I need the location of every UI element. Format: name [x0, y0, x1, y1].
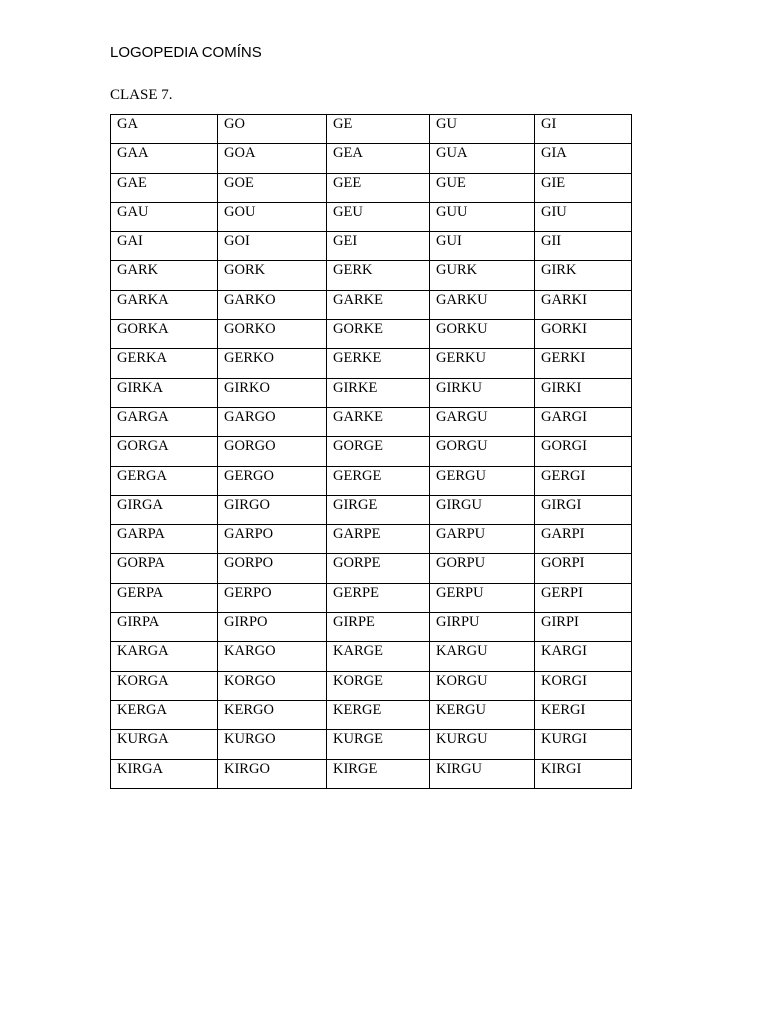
table-cell: GERPE — [327, 583, 430, 612]
table-cell: KARGI — [535, 642, 632, 671]
table-cell: GORPE — [327, 554, 430, 583]
table-cell: GERPO — [218, 583, 327, 612]
table-cell: KIRGA — [111, 759, 218, 788]
table-cell: KORGA — [111, 671, 218, 700]
table-cell: KIRGE — [327, 759, 430, 788]
table-cell: GIRPU — [430, 613, 535, 642]
table-cell: GORGI — [535, 437, 632, 466]
table-cell: GARPE — [327, 525, 430, 554]
table-cell: KARGO — [218, 642, 327, 671]
table-row — [111, 671, 632, 700]
table-cell: GIRK — [535, 261, 632, 290]
table-cell: GEE — [327, 173, 430, 202]
table-cell: GAU — [111, 202, 218, 231]
table-cell: GARGU — [430, 407, 535, 436]
table-cell: GAE — [111, 173, 218, 202]
table-cell: GARKI — [535, 290, 632, 319]
table-cell: GOU — [218, 202, 327, 231]
table-cell: GERGE — [327, 466, 430, 495]
table-row — [111, 144, 632, 173]
table-cell: GIRPO — [218, 613, 327, 642]
table-cell: GERKU — [430, 349, 535, 378]
table-cell: KORGE — [327, 671, 430, 700]
table-cell: GI — [535, 115, 632, 144]
table-cell: KORGU — [430, 671, 535, 700]
table-cell: GOI — [218, 232, 327, 261]
table-cell: GERPA — [111, 583, 218, 612]
table-cell: GEA — [327, 144, 430, 173]
table-cell: GERGA — [111, 466, 218, 495]
table-cell: KERGE — [327, 700, 430, 729]
table-cell: GERGO — [218, 466, 327, 495]
table-cell: GIRPA — [111, 613, 218, 642]
table-cell: GERKA — [111, 349, 218, 378]
table-cell: KIRGO — [218, 759, 327, 788]
table-cell: KIRGU — [430, 759, 535, 788]
table-cell: GOA — [218, 144, 327, 173]
table-cell: GU — [430, 115, 535, 144]
table-cell: KURGI — [535, 730, 632, 759]
table-cell: GIRKU — [430, 378, 535, 407]
table-cell: GORPA — [111, 554, 218, 583]
table-cell: GARPA — [111, 525, 218, 554]
table-row — [111, 700, 632, 729]
table-cell: GIRPE — [327, 613, 430, 642]
table-cell: GOE — [218, 173, 327, 202]
table-row — [111, 642, 632, 671]
table-cell: GIE — [535, 173, 632, 202]
table-cell: GA — [111, 115, 218, 144]
table-cell: GORKE — [327, 320, 430, 349]
table-cell: GARGI — [535, 407, 632, 436]
table-cell: GARKE — [327, 407, 430, 436]
table-cell: GO — [218, 115, 327, 144]
table-cell: KURGE — [327, 730, 430, 759]
table-cell: GARKU — [430, 290, 535, 319]
table-row — [111, 290, 632, 319]
table-cell: GERK — [327, 261, 430, 290]
table-cell: GORK — [218, 261, 327, 290]
table-cell: GAI — [111, 232, 218, 261]
table-cell: GORGU — [430, 437, 535, 466]
table-cell: GIRGE — [327, 495, 430, 524]
table-cell: GORPI — [535, 554, 632, 583]
table-cell: KURGO — [218, 730, 327, 759]
syllable-table-body — [111, 115, 632, 789]
table-cell: GUE — [430, 173, 535, 202]
table-cell: GIRGA — [111, 495, 218, 524]
table-cell: GAA — [111, 144, 218, 173]
table-cell: GERKE — [327, 349, 430, 378]
table-cell: GEI — [327, 232, 430, 261]
table-cell: GIA — [535, 144, 632, 173]
table-cell: GARPI — [535, 525, 632, 554]
table-cell: GEU — [327, 202, 430, 231]
table-cell: KERGO — [218, 700, 327, 729]
table-row — [111, 407, 632, 436]
table-cell: KORGO — [218, 671, 327, 700]
table-cell: GARPO — [218, 525, 327, 554]
table-cell: GE — [327, 115, 430, 144]
table-cell: GERPI — [535, 583, 632, 612]
table-row — [111, 437, 632, 466]
table-cell: KERGA — [111, 700, 218, 729]
table-cell: GUI — [430, 232, 535, 261]
table-cell: KORGI — [535, 671, 632, 700]
table-cell: GERGU — [430, 466, 535, 495]
table-cell: GORKA — [111, 320, 218, 349]
table-cell: GUA — [430, 144, 535, 173]
table-cell: GIRGU — [430, 495, 535, 524]
table-row — [111, 554, 632, 583]
table-row — [111, 378, 632, 407]
table-cell: GARPU — [430, 525, 535, 554]
table-cell: GORKI — [535, 320, 632, 349]
table-cell: GARKE — [327, 290, 430, 319]
table-cell: GIRKA — [111, 378, 218, 407]
table-cell: KERGU — [430, 700, 535, 729]
table-cell: GORKO — [218, 320, 327, 349]
table-cell: GORKU — [430, 320, 535, 349]
table-cell: GORGA — [111, 437, 218, 466]
table-cell: GORPO — [218, 554, 327, 583]
table-row — [111, 525, 632, 554]
table-row — [111, 202, 632, 231]
table-cell: GARK — [111, 261, 218, 290]
table-row — [111, 232, 632, 261]
table-cell: KARGU — [430, 642, 535, 671]
table-cell: GARKO — [218, 290, 327, 319]
table-cell: GIRKO — [218, 378, 327, 407]
table-row — [111, 613, 632, 642]
table-row — [111, 583, 632, 612]
table-row — [111, 349, 632, 378]
table-cell: KARGA — [111, 642, 218, 671]
table-cell: KARGE — [327, 642, 430, 671]
table-row — [111, 115, 632, 144]
table-cell: GIRKE — [327, 378, 430, 407]
table-cell: GERPU — [430, 583, 535, 612]
table-cell: KERGI — [535, 700, 632, 729]
table-cell: GIRGO — [218, 495, 327, 524]
table-cell: KIRGI — [535, 759, 632, 788]
table-cell: GII — [535, 232, 632, 261]
table-cell: GERKO — [218, 349, 327, 378]
table-row — [111, 495, 632, 524]
table-cell: GERGI — [535, 466, 632, 495]
table-cell: GIRKI — [535, 378, 632, 407]
table-cell: GORGO — [218, 437, 327, 466]
table-cell: KURGU — [430, 730, 535, 759]
table-cell: GARGA — [111, 407, 218, 436]
table-cell: GURK — [430, 261, 535, 290]
table-cell: GUU — [430, 202, 535, 231]
table-cell: GIRGI — [535, 495, 632, 524]
table-cell: GERKI — [535, 349, 632, 378]
class-subtitle: CLASE 7. — [110, 87, 173, 103]
table-row — [111, 320, 632, 349]
document-title: LOGOPEDIA COMÍNS — [110, 44, 262, 61]
table-cell: KURGA — [111, 730, 218, 759]
table-row — [111, 173, 632, 202]
table-cell: GORPU — [430, 554, 535, 583]
table-cell: GIU — [535, 202, 632, 231]
table-row — [111, 730, 632, 759]
table-row — [111, 759, 632, 788]
table-cell: GARKA — [111, 290, 218, 319]
table-cell: GARGO — [218, 407, 327, 436]
table-row — [111, 261, 632, 290]
table-row — [111, 466, 632, 495]
table-cell: GIRPI — [535, 613, 632, 642]
table-cell: GORGE — [327, 437, 430, 466]
syllable-table — [110, 114, 632, 789]
